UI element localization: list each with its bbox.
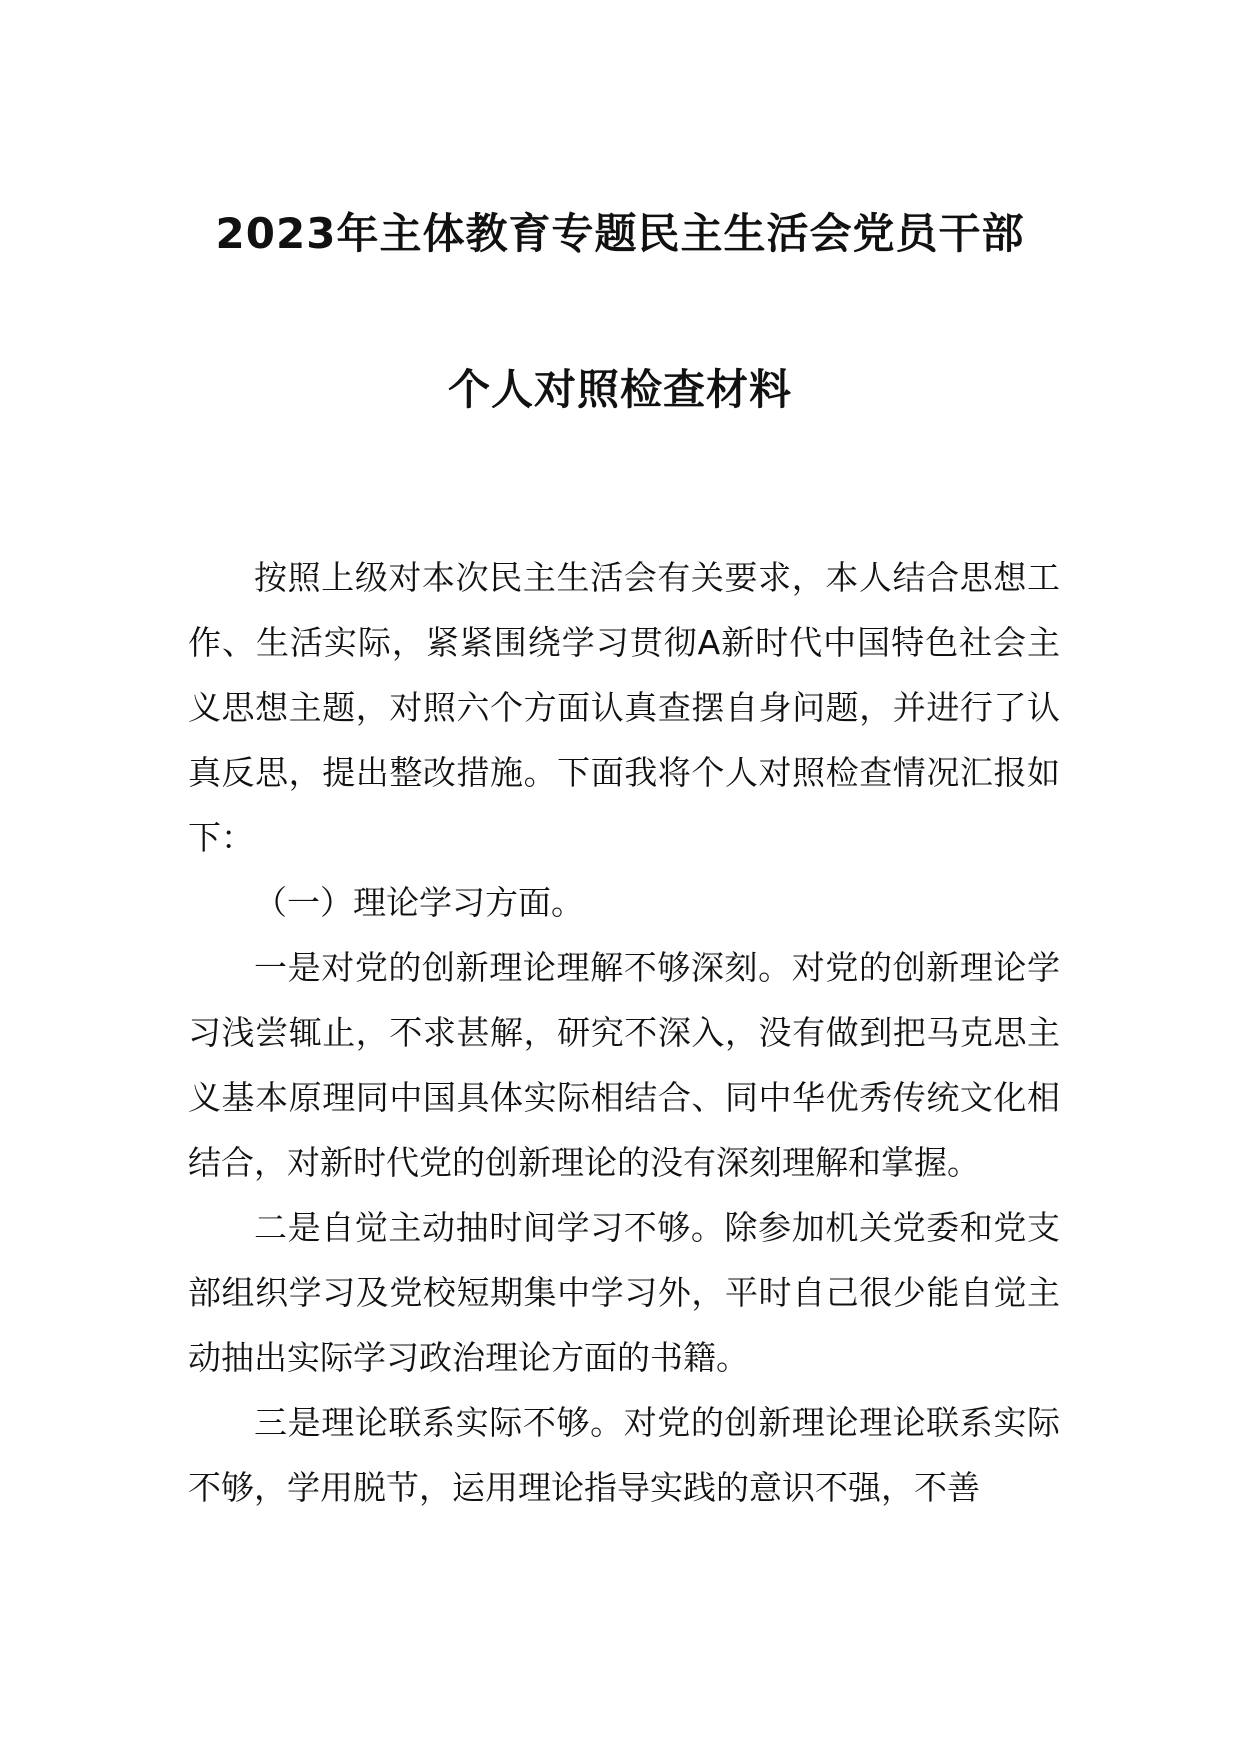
document-title-line-2: 个人对照检查材料 bbox=[447, 365, 792, 414]
section-heading-theory-study: （一）理论学习方面。 bbox=[254, 883, 584, 922]
paragraph-intro: 按照上级对本次民主生活会有关要求，本人结合思想工作、生活实际，紧紧围绕学习贯彻A新时代中国特色社会主义思想主题，对照六个方面认真查摆自身问题，并进行了认真反思，提出整改措施。下面我将个人对照检查情况汇报如下： bbox=[188, 558, 1060, 857]
paragraph-point-2: 二是自觉主动抽时间学习不够。除参加机关党委和党支部组织学习及党校短期集中学习外，平时自己很少能自觉主动抽出实际学习政治理论方面的书籍。 bbox=[188, 1208, 1060, 1377]
paragraph-point-3: 三是理论联系实际不够。对党的创新理论理论联系实际不够，学用脱节，运用理论指导实践的意识不强，不善 bbox=[188, 1403, 1060, 1507]
document-body bbox=[188, 545, 1060, 1520]
document-title-line-1: 2023年主体教育专题民主生活会党员干部 bbox=[215, 209, 1025, 258]
paragraph-point-1: 一是对党的创新理论理解不够深刻。对党的创新理论学习浅尝辄止，不求甚解，研究不深入，没有做到把马克思主义基本原理同中国具体实际相结合、同中华优秀传统文化相结合，对新时代党的创新理论的没有深刻理解和掌握。 bbox=[188, 948, 1060, 1182]
